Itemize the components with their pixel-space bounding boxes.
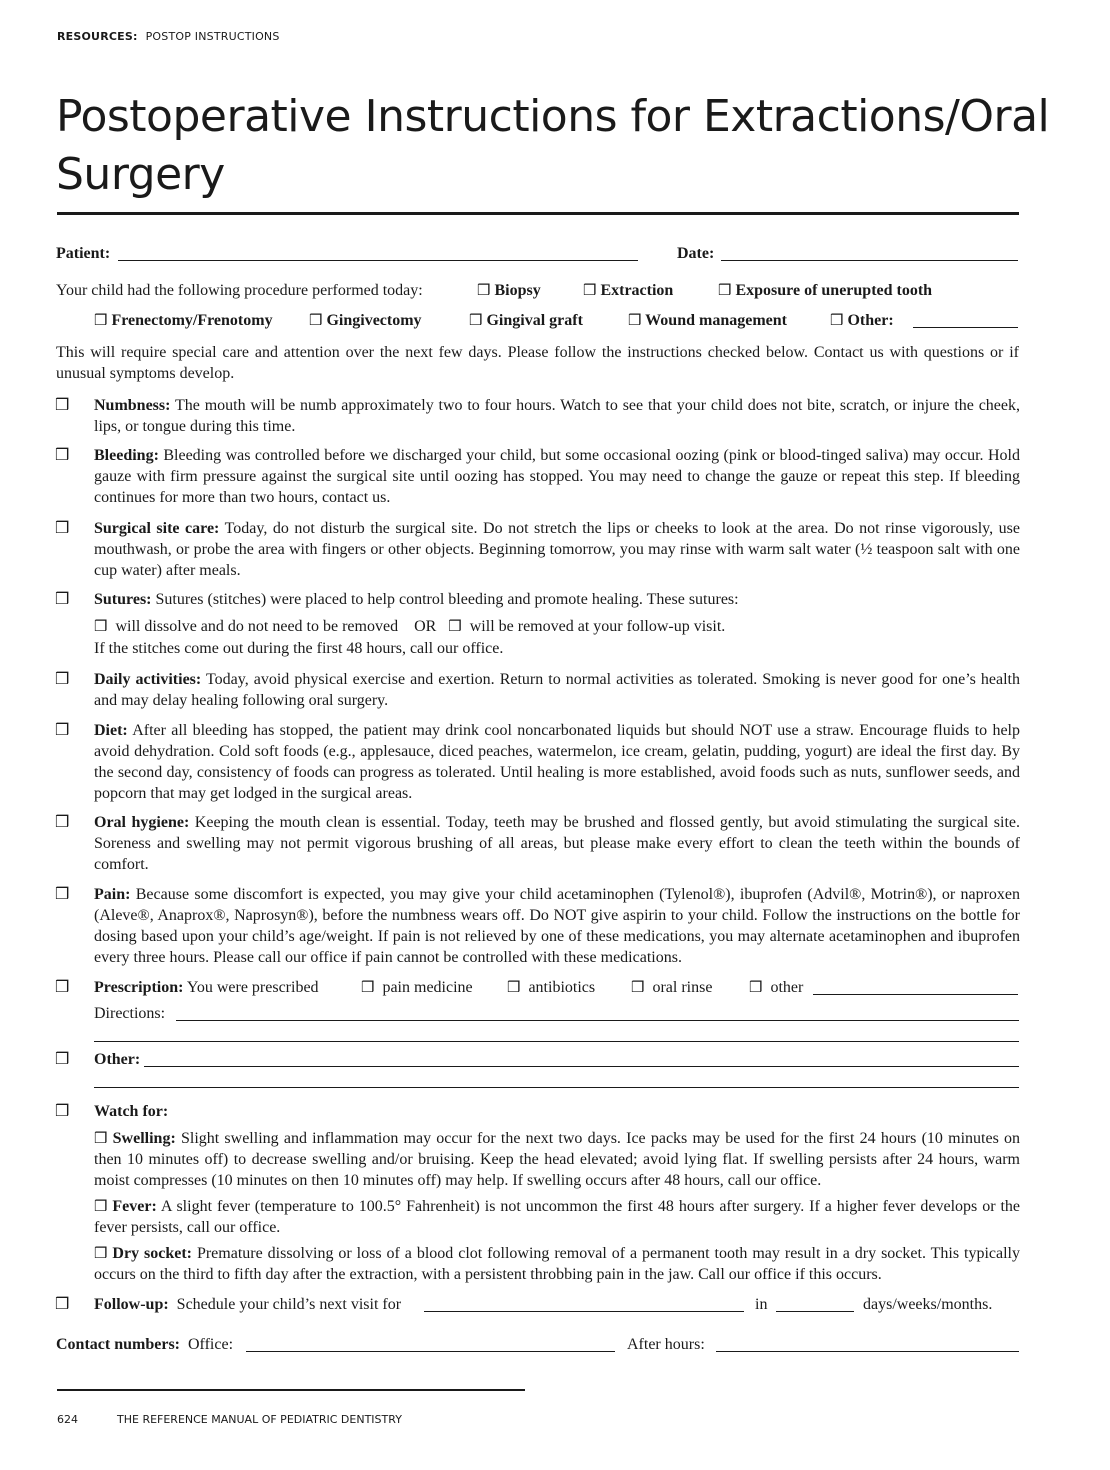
checkbox-sutures[interactable]: ❒ [55,589,70,608]
item-dry-socket [94,1243,1020,1285]
footer-rule [57,1389,525,1391]
prescription-label: Prescription: [94,979,184,996]
sutures-options [94,616,725,637]
procedure-extraction[interactable] [583,280,673,301]
procedure-label: Gingivectomy [326,312,422,329]
running-header [57,30,280,43]
item-label: Sutures: [94,591,152,608]
checkbox[interactable]: ❒ [361,978,375,996]
item-label: Daily activities: [94,671,202,688]
follow-up-date-field[interactable] [424,1297,744,1312]
procedure-intro: Your child had the following procedure performed today: [56,282,423,299]
rx-option-label: oral rinse [652,979,713,996]
header-section: RESOURCES: [57,30,138,43]
other-field-2[interactable] [94,1073,1019,1088]
follow-up-row [94,1294,401,1315]
checkbox[interactable]: ❒ [309,311,323,329]
contact-after-hours-label: After hours: [627,1336,705,1353]
checkbox-sutures-dissolve[interactable]: ❒ [94,617,108,635]
item-text: Sutures (stitches) were placed to help control bleeding and promote healing. These sutures: [151,591,739,608]
checkbox-bleeding[interactable]: ❒ [55,445,70,464]
checkbox-surgical-site[interactable]: ❒ [55,518,70,537]
procedure-label: Biopsy [494,282,541,299]
follow-up-in: in [755,1296,768,1313]
procedure-label: Other: [847,312,894,329]
checkbox[interactable]: ❒ [830,311,844,329]
item-label: Swelling: [112,1130,176,1147]
title-rule [57,212,1019,215]
item-label: Bleeding: [94,447,159,464]
checkbox[interactable]: ❒ [628,311,642,329]
patient-field[interactable] [118,246,638,261]
item-text: A slight fever (temperature to 100.5° Fahrenheit) is not uncommon the first 48 hours after surgery. If a higher fever develops or the fever persists, call our office. [94,1198,1021,1236]
follow-up-units: days/weeks/months. [863,1296,993,1313]
item-daily [94,669,1020,711]
sutures-or: OR [414,618,437,635]
office-phone-field[interactable] [246,1337,615,1352]
item-fever [94,1196,1020,1238]
checkbox-dry-socket[interactable]: ❒ [94,1244,108,1262]
rx-pain-medicine[interactable] [361,977,473,998]
date-field[interactable] [721,246,1018,261]
rx-option-label: other [770,979,804,996]
after-hours-phone-field[interactable] [716,1337,1019,1352]
prescription-row [94,977,319,998]
item-numbness [94,395,1020,437]
procedure-exposure[interactable] [718,280,932,301]
procedure-label: Exposure of unerupted tooth [735,282,933,299]
patient-label: Patient: [56,245,111,262]
item-label: Numbness: [94,397,171,414]
other-label: Other: [94,1051,141,1068]
item-text: Bleeding was controlled before we discharged your child, but some occasional oozing (pink or blood-tinged saliva) may occur. Hold gauze with firm pressure against the surgical site until oozing has stopped. You may need to change the gauze or repeat this step. If bleeding continues for more than two hours, contact us. [94,447,1020,506]
checkbox[interactable]: ❒ [507,978,521,996]
rx-antibiotics[interactable] [507,977,595,998]
item-text: Slight swelling and inflammation may occur for the next two days. Ice packs may be used for the first 24 hours (10 minutes on then 10 minutes off) to decrease swelling and/or bruising. Keep the head elevated; avoid lying flat. If swelling persists after 24 hours, warm moist compresses (10 minutes on then 10 minutes off) may help. If swelling occurs after 48 hours, call our office. [94,1130,1021,1189]
procedure-gingivectomy[interactable] [309,310,422,331]
checkbox[interactable]: ❒ [631,978,645,996]
checkbox-diet[interactable]: ❒ [55,720,70,739]
checkbox[interactable]: ❒ [477,281,491,299]
sutures-option-dissolve: will dissolve and do not need to be removed [115,618,399,635]
item-label: Pain: [94,886,131,903]
date-label: Date: [677,245,715,262]
follow-up-text: Schedule your child’s next visit for [176,1296,402,1313]
checkbox-fever[interactable]: ❒ [94,1197,108,1215]
item-text: Today, do not disturb the surgical site. Do not stretch the lips or cheeks to look at the area. Do not rinse vigorously, use mouthwash, or probe the area with fingers or other objects. Beginning tomorrow, you may rinse with warm salt water (½ teaspoon salt with one cup water) after meals. [94,520,1020,579]
rx-other-field[interactable] [813,980,1018,995]
item-label: Oral hygiene: [94,814,190,831]
directions-field[interactable] [176,1006,1019,1021]
contact-row [56,1334,233,1355]
procedure-biopsy[interactable] [477,280,541,301]
item-diet [94,720,1020,804]
item-pain [94,884,1020,968]
page-title: Postoperative Instructions for Extractions/Oral Surgery [56,91,1050,200]
checkbox-pain[interactable]: ❒ [55,884,70,903]
directions-field-2[interactable] [94,1027,1019,1042]
header-topic: POSTOP INSTRUCTIONS [145,30,280,43]
procedure-label: Gingival graft [486,312,583,329]
checkbox-numbness[interactable]: ❒ [55,395,70,414]
checkbox[interactable]: ❒ [583,281,597,299]
item-text: Today, avoid physical exercise and exertion. Return to normal activities as tolerated. Smoking is never good for one’s health and may delay healing following oral surgery. [94,671,1020,709]
checkbox-sutures-remove[interactable]: ❒ [448,617,462,635]
item-sutures [94,589,1020,610]
checkbox-prescription[interactable]: ❒ [55,977,70,996]
directions-label: Directions: [94,1005,166,1022]
checkbox[interactable]: ❒ [749,978,763,996]
procedure-other-field[interactable] [913,313,1018,328]
item-bleeding [94,445,1020,508]
checkbox[interactable]: ❒ [469,311,483,329]
follow-up-label: Follow-up: [94,1296,169,1313]
procedure-gingival-graft[interactable] [469,310,583,331]
contact-label: Contact numbers: [56,1336,180,1353]
watch-for-label: Watch for: [94,1103,169,1120]
other-field[interactable] [144,1052,1019,1067]
checkbox-other[interactable]: ❒ [55,1049,70,1068]
follow-up-count-field[interactable] [776,1297,854,1312]
item-text: Because some discomfort is expected, you may give your child acetaminophen (Tylenol®), ibuprofen (Advil®, Motrin®), or naproxen (Aleve®, Anaprox®, Naprosyn®), before the numbness wears off. Do NOT give aspirin to your child. Follow the instructions on the bottle for dosing based upon your child’s age/weight. If pain is not relieved by one of these medications, you may alternate acetaminophen and ibuprofen every three hours. Please call our office if pain cannot be controlled with these medications. [94,886,1020,966]
rx-oral-rinse[interactable] [631,977,712,998]
item-label: Fever: [112,1198,157,1215]
procedure-label: Extraction [600,282,674,299]
checkbox-oral-hygiene[interactable]: ❒ [55,812,70,831]
checkbox-follow-up[interactable]: ❒ [55,1294,70,1313]
procedure-label: Wound management [645,312,787,329]
checkbox-daily[interactable]: ❒ [55,669,70,688]
contact-office-label: Office: [188,1336,234,1353]
procedure-frenectomy[interactable] [94,310,273,331]
procedure-label: Frenectomy/Frenotomy [111,312,273,329]
checkbox-watch-for[interactable]: ❒ [55,1101,70,1120]
prescription-text: You were prescribed [186,979,319,996]
intro-text: This will require special care and attention over the next few days. Please follow the instructions checked below. Contact us with questions or if unusual symptoms develop. [56,344,1019,382]
item-label: Dry socket: [112,1245,192,1262]
checkbox[interactable]: ❒ [94,311,108,329]
item-surgical-site [94,518,1020,581]
rx-option-label: pain medicine [382,979,473,996]
item-label: Surgical site care: [94,520,220,537]
page-number: 624 [57,1413,78,1426]
item-label: Diet: [94,722,128,739]
checkbox-swelling[interactable]: ❒ [94,1129,108,1147]
sutures-note: If the stitches come out during the first 48 hours, call our office. [94,640,504,657]
item-text: Keeping the mouth clean is essential. Today, teeth may be brushed and flossed gently, but avoid stimulating the surgical site. Soreness and swelling may not permit vigorous brushing of all areas, but please make every effort to clean the teeth within the bounds of comfort. [94,814,1021,873]
rx-other[interactable] [749,977,803,998]
item-text: The mouth will be numb approximately two to four hours. Watch to see that your child does not bite, scratch, or injure the cheek, lips, or tongue during this time. [94,397,1020,435]
item-text: After all bleeding has stopped, the patient may drink cool noncarbonated liquids but should NOT use a straw. Encourage fluids to help avoid dehydration. Cold soft foods (e.g., applesauce, diced peaches, watermelon, ice cream, gelatin, pudding, yogurt) are ideal the first day. By the second day, consistency of foods can progress as tolerated. Until healing is more established, avoid foods such as nuts, sunflower seeds, and popcorn that may get lodged in the surgical areas. [94,722,1020,802]
rx-option-label: antibiotics [528,979,596,996]
item-text: Premature dissolving or loss of a blood clot following removal of a permanent tooth may result in a dry socket. This typically occurs on the third to fifth day after the extraction, with a persistent throbbing pain in the jaw. Call our office if this occurs. [94,1245,1020,1283]
footer-title: THE REFERENCE MANUAL OF PEDIATRIC DENTISTRY [117,1413,402,1426]
sutures-option-remove: will be removed at your follow-up visit. [469,618,726,635]
item-oral-hygiene [94,812,1020,875]
procedure-wound[interactable] [628,310,787,331]
checkbox[interactable]: ❒ [718,281,732,299]
procedure-other[interactable] [830,310,894,331]
item-swelling [94,1128,1020,1191]
